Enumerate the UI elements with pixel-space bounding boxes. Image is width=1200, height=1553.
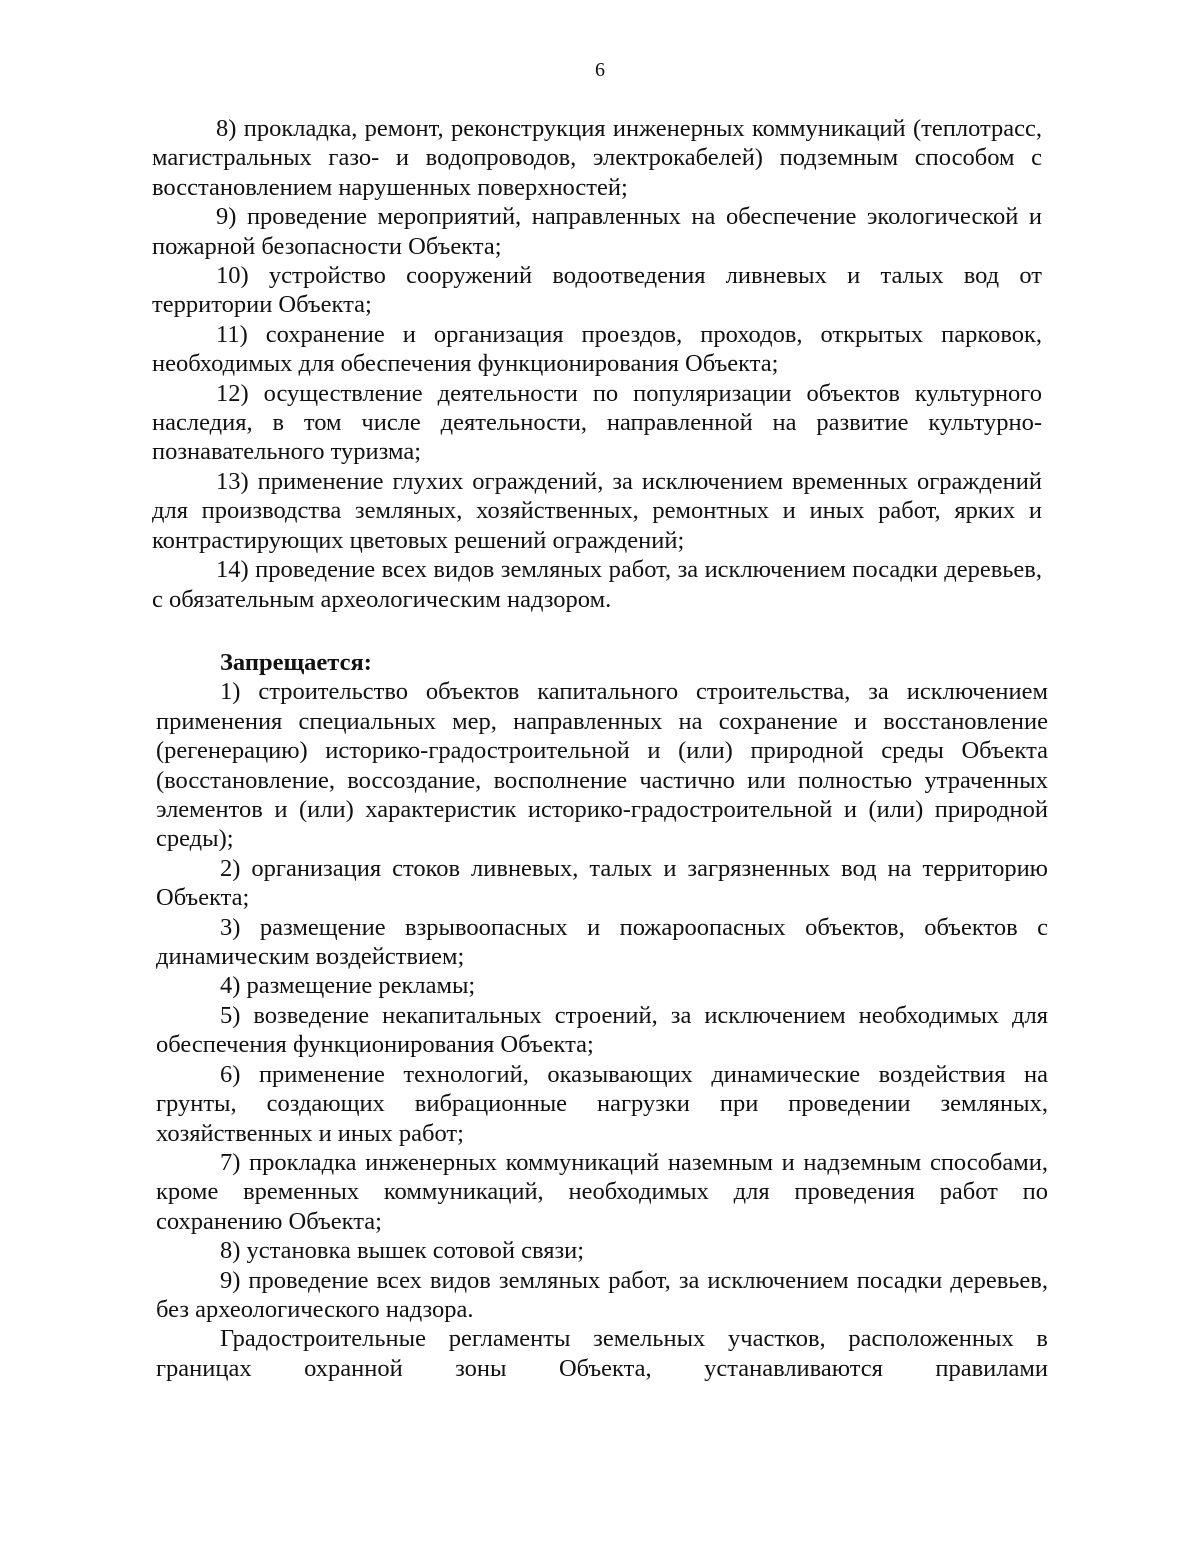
list-item: 12) осуществление деятельности по популяризации объектов культурного наследия, в том числе деятельности, направленной на развитие культурно-познавательного туризма;: [152, 379, 1042, 466]
list-item: 8) установка вышек сотовой связи;: [220, 1237, 585, 1265]
closing-paragraph: Градостроительные регламенты земельных участков, расположенных в границах охранной зоны Объекта, устанавливаются правилами: [156, 1325, 1048, 1382]
page-number: 6: [595, 59, 605, 81]
list-item: 8) прокладка, ремонт, реконструкция инженерных коммуникаций (теплотрасс, магистральных газо- и водопроводов, электрокабелей) подземным способом с восстановлением нарушенных поверхностей;: [152, 115, 1042, 201]
prohibited-section: [156, 648, 1048, 1383]
list-item: 4) размещение рекламы;: [220, 972, 476, 1000]
list-item: 14) проведение всех видов земляных работ, за исключением посадки деревьев, с обязательным археологическим надзором.: [152, 556, 1042, 613]
list-item: 1) строительство объектов капитального строительства, за исключением применения специальных мер, направленных на сохранение и восстановление (регенерацию) историко-градостроительной и (или) природной среды Объекта (восстановление, воссоздание, восполнение частично или полностью утраченных элементов и (или) характеристик историко-градостроительной и (или) природной среды);: [156, 678, 1048, 853]
list-item: 11) сохранение и организация проездов, проходов, открытых парковок, необходимых для обеспечения функционирования Объекта;: [152, 320, 1042, 378]
list-item: 5) возведение некапитальных строений, за исключением необходимых для обеспечения функционирования Объекта;: [156, 1001, 1048, 1059]
list-item: 6) применение технологий, оказывающих динамические воздействия на грунты, создающих вибрационные нагрузки при проведении земляных, хозяйственных и иных работ;: [156, 1060, 1048, 1147]
list-item: 10) устройство сооружений водоотведения ливневых и талых вод от территории Объекта;: [152, 262, 1042, 319]
list-item: 9) проведение мероприятий, направленных на обеспечение экологической и пожарной безопасности Объекта;: [152, 203, 1042, 260]
list-item: 7) прокладка инженерных коммуникаций наземным и надземным способами, кроме временных коммуникаций, необходимых для проведения работ по сохранению Объекта;: [156, 1148, 1048, 1235]
permitted-list-continuation: [152, 114, 1042, 614]
list-item: 13) применение глухих ограждений, за исключением временных ограждений для производства земляных, хозяйственных, ремонтных и иных работ, ярких и контрастирующих цветовых решений ограждений;: [152, 467, 1042, 554]
list-item: 9) проведение всех видов земляных работ, за исключением посадки деревьев, без археологического надзора.: [156, 1266, 1048, 1323]
list-item: 3) размещение взрывоопасных и пожароопасных объектов, объектов с динамическим воздействием;: [156, 913, 1048, 971]
list-item: 2) организация стоков ливневых, талых и загрязненных вод на территорию Объекта;: [156, 854, 1048, 912]
section-heading-prohibited: Запрещается:: [220, 649, 372, 676]
